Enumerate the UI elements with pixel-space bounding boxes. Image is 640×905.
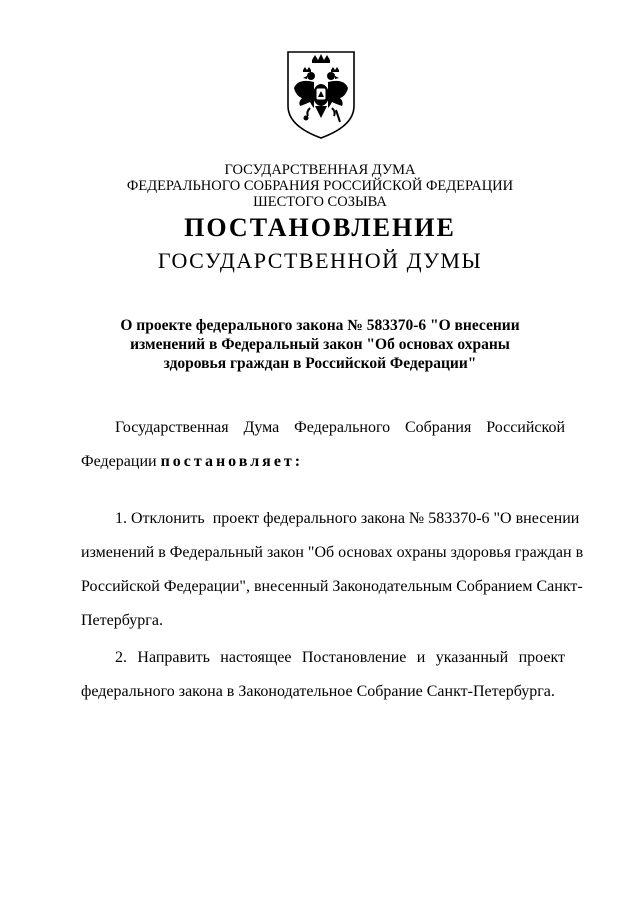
preamble-word: Российской — [486, 419, 566, 436]
item-1-line-1: 1. Отклонить проект федерального закона № 583370-6 "О внесении — [115, 510, 580, 527]
preamble-paragraph — [81, 411, 565, 479]
resolution-item-2 — [81, 641, 565, 709]
item-2-word: указанный — [435, 649, 509, 666]
item-2-word: проект — [518, 649, 566, 666]
preamble-word: Собрания — [404, 419, 472, 436]
issuing-body-line-2: ФЕДЕРАЛЬНОГО СОБРАНИЯ РОССИЙСКОЙ ФЕДЕРАЦИИ — [126, 178, 514, 194]
document-subtitle: ГОСУДАРСТВЕННОЙ ДУМЫ — [157, 248, 483, 273]
document-subject — [0, 316, 640, 373]
item-2-line-2: федерального закона в Законодательное Собрание Санкт-Петербурга. — [81, 683, 555, 700]
coat-of-arms-icon — [284, 48, 358, 140]
item-1-line-2: изменений в Федеральный закон "Об основах охраны здоровья граждан в — [81, 544, 584, 561]
subject-line-3: здоровья граждан в Российской Федерации" — [163, 355, 477, 372]
preamble-word: Государственная — [115, 419, 229, 436]
item-1-line-4: Петербурга. — [81, 612, 163, 629]
item-2-word: настоящее — [220, 649, 292, 666]
preamble-line-1 — [81, 411, 565, 445]
preamble-word: Дума — [243, 419, 280, 436]
subject-line-2: изменений в Федеральный закон "Об основах охраны — [130, 336, 510, 353]
subject-line-1: О проекте федерального закона № 583370-6 "О внесении — [120, 317, 520, 334]
issuing-body — [0, 162, 640, 210]
preamble-line-2 — [81, 445, 565, 479]
resolution-verb: постановляет: — [160, 453, 304, 470]
item-2-word: Постановление — [301, 649, 407, 666]
issuing-body-line-1: ГОСУДАРСТВЕННАЯ ДУМА — [224, 162, 416, 178]
preamble-line-2-start: Федерации — [81, 453, 157, 470]
resolution-item-1 — [81, 502, 584, 638]
preamble-word: Федерального — [294, 419, 391, 436]
item-2-word: и — [416, 649, 426, 666]
issuing-body-line-3: ШЕСТОГО СОЗЫВА — [253, 194, 387, 210]
document-title: ПОСТАНОВЛЕНИЕ — [184, 213, 456, 242]
item-1-line-3: Российской Федерации", внесенный Законодательным Собранием Санкт- — [81, 578, 583, 595]
item-2-line-1 — [81, 641, 565, 675]
item-2-word: 2. Направить — [115, 649, 210, 666]
